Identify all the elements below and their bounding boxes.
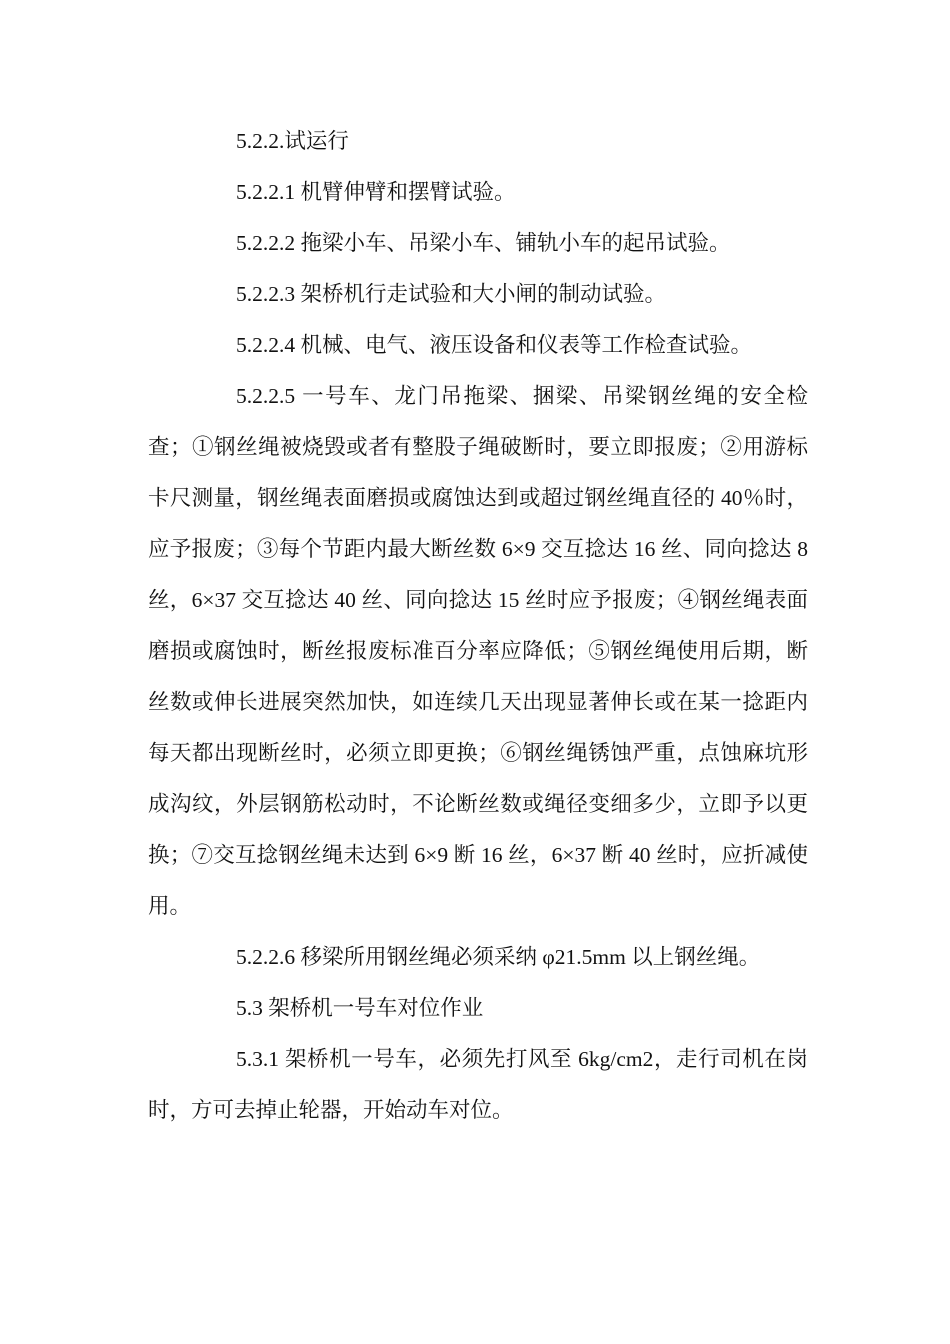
paragraph-5-2-2-4: 5.2.2.4 机械、电气、液压设备和仪表等工作检查试验。 bbox=[236, 333, 753, 357]
document-body bbox=[148, 116, 808, 1136]
paragraph-5-2-2-3: 5.2.2.3 架桥机行走试验和大小闸的制动试验。 bbox=[236, 282, 667, 306]
paragraph-5-2-2-5: 5.2.2.5 一号车、龙门吊拖梁、捆梁、吊梁钢丝绳的安全检查；①钢丝绳被烧毁或者有整股子绳破断时，要立即报废；②用游标卡尺测量，钢丝绳表面磨损或腐蚀达到或超过钢丝绳直径的 40％时，应予报废；③每个节距内最大断丝数 6×9 交互捻达 16 丝、同向捻达 8 丝，6×37 交互捻达 40 丝、同向捻达 15 丝时应予报废；④钢丝绳表面磨损或腐蚀时，断丝报废标准百分率应降低；⑤钢丝绳使用后期，断丝数或伸长进展突然加快，如连续几天出现显著伸长或在某一捻距内每天都出现断丝时，必须立即更换；⑥钢丝绳锈蚀严重，点蚀麻坑形成沟纹，外层钢筋松动时，不论断丝数或绳径变细多少，立即予以更换；⑦交互捻钢丝绳未达到 6×9 断 16 丝，6×37 断 40 丝时，应折减使用。 bbox=[148, 384, 808, 918]
paragraph-5-2-2-1: 5.2.2.1 机臂伸臂和摆臂试验。 bbox=[236, 180, 516, 204]
paragraph-5-3-1: 5.3.1 架桥机一号车，必须先打风至 6kg/cm2，走行司机在岗时，方可去掉止轮器，开始动车对位。 bbox=[148, 1047, 808, 1122]
heading-5-3: 5.3 架桥机一号车对位作业 bbox=[236, 996, 484, 1020]
paragraph-5-2-2-2: 5.2.2.2 拖梁小车、吊梁小车、铺轨小车的起吊试验。 bbox=[236, 231, 731, 255]
paragraph-5-2-2-6: 5.2.2.6 移梁所用钢丝绳必须采纳 φ21.5mm 以上钢丝绳。 bbox=[236, 945, 761, 969]
heading-5-2-2: 5.2.2.试运行 bbox=[236, 129, 349, 153]
